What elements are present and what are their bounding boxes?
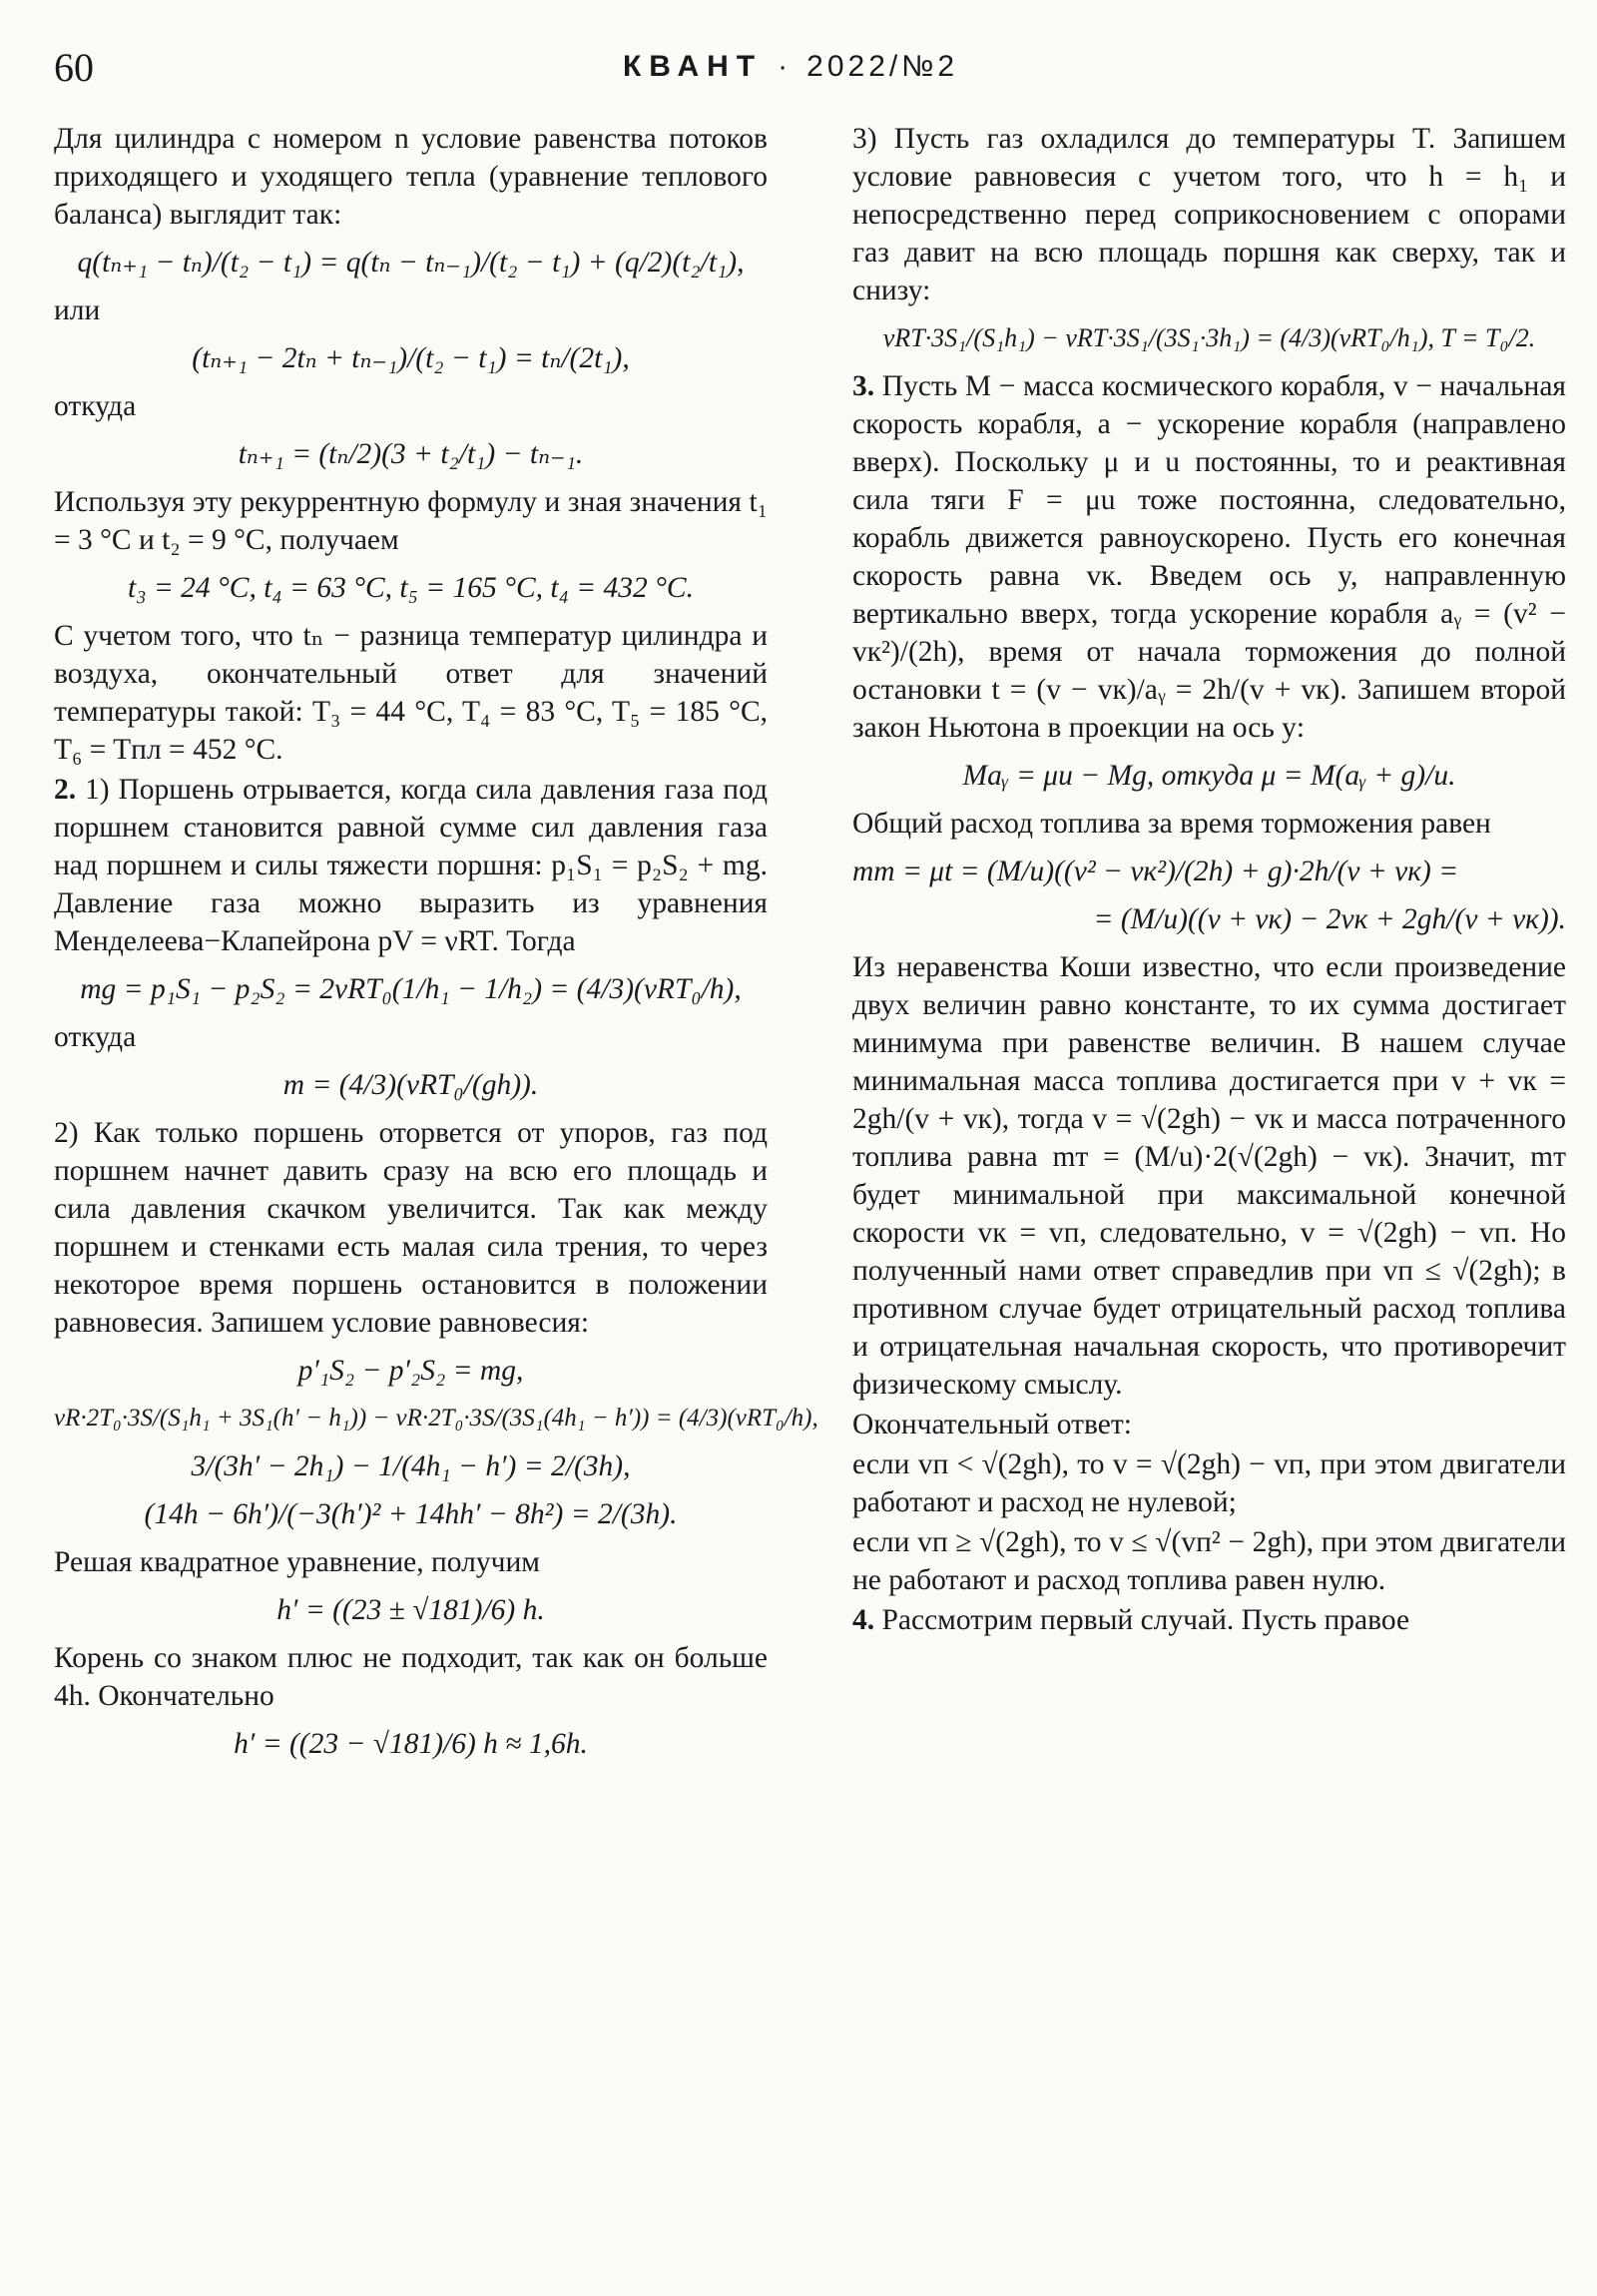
- paragraph: Корень со знаком плюс не подходит, так как он больше 4h. Окончательно: [54, 1642, 768, 1712]
- connector-word: или: [54, 294, 101, 326]
- equation: h′ = ((23 − √181)/6) h ≈ 1,6h.: [234, 1728, 588, 1760]
- paragraph: [852, 1601, 1566, 1639]
- paragraph-text: 1) Поршень отрывается, когда сила давления газа под поршнем становится равной сумме сил давления газа над поршнем и силы тяжести поршня: p₁S₁ = p₂S₂ + mg. Давление газа можно выразить из уравнения Менделеева−Клапейрона pV = νRT. Тогда: [54, 774, 768, 957]
- page-number: 60: [54, 45, 94, 90]
- paragraph-text: Пусть M − масса космического корабля, v − начальная скорость корабля, a − ускорение корабля (направлено вверх). Поскольку μ и u постоянны, то и реактивная сила тяги F = μu тоже постоянна, следовательно, корабль движется равноускорено. Пусть его конечная скорость равна vк. Введем ось y, направленную вертикально вверх, тогда ускорение корабля aᵧ = (v² − vк²)/(2h), время от начала торможения до полной остановки t = (v − vк)/aᵧ = 2h/(v + vк). Запишем второй закон Ньютона в проекции на ось y:: [852, 370, 1566, 744]
- header-separator: ·: [778, 50, 793, 83]
- paragraph: если vп < √(2gh), то v = √(2gh) − vп, при этом двигатели работают и расход не нулевой;: [852, 1448, 1566, 1518]
- paragraph: Из неравенства Коши известно, что если произведение двух величин равно константе, то их сумма достигает минимума при равенстве величин. В нашем случае минимальная масса топлива достигается при v + vк = 2gh/(v + vк), тогда v = √(2gh) − vк и масса потраченного топлива равна mт = (M/u)·2(√(2gh) − vк). Значит, mт будет минимальной при максимальной конечной скорости vк = vп, следовательно, v = √(2gh) − vп. Но полученный нами ответ справедлив при vп ≤ √(2gh); в противном случае будет отрицательный расход топлива и отрицательная начальная скорость, что противоречит физическому смыслу.: [852, 951, 1566, 1401]
- journal-name: КВАНТ: [623, 50, 764, 83]
- equation: tₙ₊₁ = (tₙ/2)(3 + t₂/t₁) − tₙ₋₁.: [238, 438, 584, 470]
- left-column: [54, 120, 818, 1773]
- paragraph: С учетом того, что tₙ − разница температур цилиндра и воздуха, окончательный ответ для значений температуры такой: T₃ = 44 °C, T₄ = 83 °C, T₅ = 185 °C, T₆ = Tпл = 452 °C.: [54, 620, 768, 766]
- equation: p′₁S₂ − p′₂S₂ = mg,: [297, 1355, 524, 1387]
- equation: 3/(3h′ − 2h₁) − 1/(4h₁ − h′) = 2/(3h),: [191, 1450, 631, 1482]
- paragraph: Окончательный ответ:: [852, 1409, 1132, 1440]
- journal-title: [623, 50, 958, 84]
- equation: t₃ = 24 °C, t₄ = 63 °C, t₅ = 165 °C, t₄ = 432 °C.: [128, 572, 694, 604]
- paragraph: если vп ≥ √(2gh), то v ≤ √(vп² − 2gh), при этом двигатели не работают и расход топлива равен нулю.: [852, 1526, 1566, 1596]
- paragraph: [54, 771, 768, 960]
- problem-number: 2.: [54, 774, 77, 806]
- connector-word: откуда: [54, 390, 137, 422]
- paragraph: Используя эту рекуррентную формулу и зная значения t₁ = 3 °C и t₂ = 9 °C, получаем: [54, 486, 768, 556]
- journal-issue: 2022/№2: [806, 50, 959, 83]
- equation: Maᵧ = μu − Mg, откуда μ = M(aᵧ + g)/u.: [962, 760, 1456, 792]
- connector-word: откуда: [54, 1021, 137, 1053]
- equation: (14h − 6h′)/(−3(h′)² + 14hh′ − 8h²) = 2/(3h).: [144, 1498, 678, 1530]
- paragraph: Решая квадратное уравнение, получим: [54, 1546, 540, 1578]
- problem-number: 3.: [852, 370, 875, 402]
- page-header: [54, 44, 1551, 94]
- paragraph: 3) Пусть газ охладился до температуры T. Запишем условие равновесия с учетом того, что h = h₁ и непосредственно перед соприкосновением с опорами газ давит на всю площадь поршня как сверху, так и снизу:: [852, 123, 1566, 306]
- equation: m = (4/3)(νRT₀/(gh)).: [282, 1069, 539, 1101]
- paragraph: Для цилиндра с номером n условие равенства потоков приходящего и уходящего тепла (уравнение теплового баланса) выглядит так:: [54, 123, 768, 231]
- equation: (tₙ₊₁ − 2tₙ + tₙ₋₁)/(t₂ − t₁) = tₙ/(2t₁),: [192, 342, 630, 374]
- paragraph-text: Рассмотрим первый случай. Пусть правое: [874, 1604, 1410, 1636]
- paragraph: [852, 367, 1566, 747]
- equation: νRT·3S₁/(S₁h₁) − νRT·3S₁/(3S₁·3h₁) = (4/3)(νRT₀/h₁), T = T₀/2.: [882, 323, 1536, 352]
- equation: mт = μt = (M/u)((v² − vк²)/(2h) + g)·2h/(v + vк) =: [852, 856, 1459, 887]
- equation: νR·2T₀·3S/(S₁h₁ + 3S₁(h′ − h₁)) − νR·2T₀·3S/(3S₁(4h₁ − h′)) = (4/3)(νRT₀/h),: [54, 1405, 818, 1432]
- right-column: [852, 120, 1566, 1641]
- paragraph: Общий расход топлива за время торможения равен: [852, 808, 1491, 840]
- equation: q(tₙ₊₁ − tₙ)/(t₂ − t₁) = q(tₙ − tₙ₋₁)/(t₂ − t₁) + (q/2)(t₂/t₁),: [77, 247, 745, 279]
- equation: h′ = ((23 ± √181)/6) h.: [276, 1594, 545, 1626]
- equation: mg = p₁S₁ − p₂S₂ = 2νRT₀(1/h₁ − 1/h₂) = (4/3)(νRT₀/h),: [80, 973, 742, 1005]
- paragraph: 2) Как только поршень оторвется от упоров, газ под поршнем начнет давить сразу на всю его площадь и сила давления скачком увеличится. Так как между поршнем и стенками есть малая сила трения, то через некоторое время поршень остановится в положении равновесия. Запишем условие равновесия:: [54, 1117, 768, 1339]
- equation: = (M/u)((v + vк) − 2vк + 2gh/(v + vк)).: [1093, 903, 1566, 935]
- problem-number: 4.: [852, 1604, 875, 1636]
